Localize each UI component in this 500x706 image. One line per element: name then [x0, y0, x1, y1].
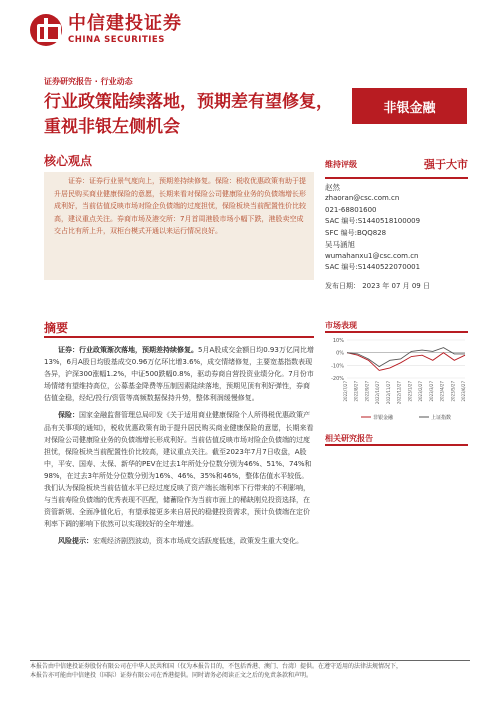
- company-logo: [30, 14, 182, 46]
- rating-divider: [325, 177, 468, 179]
- related-reports-heading: 相关研究报告: [325, 434, 373, 443]
- x-tick-label: 2023/5/27: [450, 381, 456, 402]
- disclaimer-footer: [30, 662, 475, 680]
- key-points-box: [44, 172, 314, 280]
- x-tick-label: 2022/7/27: [343, 381, 348, 402]
- logo-cn-name: 中信建投证券: [68, 13, 182, 34]
- disclaimer-line: 本报告亦可能由中信建投（国际）证券有限公司在香港提供。同时请务必阅读正文之后的免责条款和声明。: [30, 672, 313, 679]
- report-title: 行业政策陆续落地，预期差有望修复，重视非银左侧机会: [44, 92, 333, 137]
- x-tick-label: 2022/8/27: [353, 381, 359, 402]
- x-tick-label: 2023/3/27: [428, 381, 434, 402]
- abstract-heading: 摘要: [44, 321, 69, 335]
- abstract-divider: [44, 336, 314, 338]
- abstract-paragraph: [44, 344, 314, 404]
- analyst-sac: SAC 编号:S1440518100009: [325, 217, 421, 225]
- rating-label: 维持评级: [325, 159, 357, 169]
- footer-divider: [30, 660, 470, 661]
- x-tick-label: 2023/2/27: [418, 381, 424, 402]
- x-tick-label: 2023/4/27: [439, 381, 445, 402]
- series-line: [347, 348, 465, 367]
- analyst-sfc: SFC 编号:BQQ828: [325, 228, 387, 237]
- analyst-email[interactable]: wumahanxu1@csc.com.cn: [325, 251, 419, 260]
- analyst-sac: SAC 编号:S1440522070001: [325, 263, 421, 271]
- x-tick-label: 2022/11/27: [385, 381, 391, 405]
- logo-icon: [30, 14, 62, 46]
- x-tick-label: 2022/9/27: [364, 381, 370, 402]
- abstract-lead: 证券：行业政策渐次落地，预期差持续修复。: [58, 346, 198, 354]
- abstract-text: 5月A股成交金额日均0.93万亿同比增13%，6月A股日均股基成交0.96万亿环比增3.6%，成交情绪修复，主要宽基指数表现各异，沪深300涨幅1.2%，中证500跌幅0.8%，驱动券商自营投资业绩分化。7月份市场情绪有望维持高位，公募基金降费等压制因素陆续落地，预期见顶有利好弹性，券商估值金稳，经纪/投行/资管等高频数据保持升势，整体利润缓慢修复。: [44, 346, 314, 403]
- y-tick-label: 10%: [332, 338, 344, 344]
- analyst-name: 吴马涵旭: [325, 240, 355, 249]
- market-divider: [325, 331, 468, 333]
- x-tick-label: 2022/12/27: [396, 381, 402, 405]
- key-points-heading: 核心观点: [44, 154, 93, 168]
- report-type: 证券研究报告 · 行业动态: [44, 77, 133, 86]
- legend-label: 非银金融: [373, 415, 394, 421]
- abstract-text: 国家金融监督管理总局印发《关于适用商业健康保险个人所得税优惠政策产品有关事项的通知》，税收优惠政策有助于提升居民购买商业健康保险的意愿，长期来看对保险公司健康险业务的负债端增长形成利好。当前估值反映市场对险企负债端的过度担忧，保险板块当前配置性价比较高，建议重点关注。截至2023年7月7日收盘，A股中，平安、国寿、太保、新华的PEV在过去1年所处分位数分别为46%、51%、74%和98%，在过去3年所处分位数分别为16%、46%、35%和46%，整体估值水平较低。我们认为保险板块当前估值水平已经过度反映了资产端长端利率下行带来的不利影响，与当前寿险负债端的优秀表现不匹配，储蓄险作为当前市面上的稀缺刚兑投资选择，在资管新规、全面净值化后，有望承接更多来自居民的稳健投资需求，预计负债端在定价利率下调的影响下依然可以实现较好的全年增速。: [44, 411, 314, 529]
- abstract-paragraph: [44, 409, 314, 530]
- y-tick-label: 0%: [336, 350, 344, 357]
- market-chart: [325, 334, 468, 422]
- market-chart-svg: [325, 334, 468, 422]
- x-tick-label: 2022/10/27: [375, 381, 381, 405]
- analyst-card: [325, 239, 468, 274]
- analyst-card: [325, 182, 468, 240]
- analyst-email[interactable]: zhaoran@csc.com.cn: [325, 194, 400, 202]
- legend-label: 上证指数: [431, 415, 452, 421]
- logo-en-name: CHINA SECURITIES: [68, 35, 165, 45]
- key-points-text: 证券：证券行业景气度向上，预期差持续修复。保险：税收优惠政策有助于提升居民购买商业健康保险的意愿，长期来看对保险公司健康险业务的负债端增长形成利好，当前估值反映市场对险企负债端的过度担忧，保险板块当前配置性价比较高，建议重点关注。券商市场及港交所：7月首周港股市场小幅下跌，港股卖空成交占比有所上升，双柜台模式开通以来运行情况良好。: [54, 177, 306, 236]
- sidebar: [325, 152, 468, 292]
- abstract-lead: 保险：: [58, 411, 79, 420]
- related-divider: [325, 444, 468, 446]
- abstract-paragraph: [44, 535, 314, 547]
- analyst-phone: 021-68801600: [325, 205, 377, 214]
- abstract-lead: 风险提示：: [58, 537, 93, 546]
- y-tick-label: -20%: [331, 376, 344, 382]
- market-performance-heading: 市场表现: [325, 321, 357, 330]
- rating-row: [325, 152, 468, 176]
- publish-date: 发布日期： 2023 年 07 月 09 日: [325, 281, 430, 290]
- y-tick-label: -10%: [331, 363, 344, 370]
- abstract-body: [44, 344, 314, 553]
- analyst-name: 赵然: [325, 182, 340, 192]
- x-tick-label: 2023/6/27: [461, 381, 466, 402]
- abstract-text: 宏观经济剧烈波动，资本市场成交活跃度低迷，政策发生重大变化。: [93, 537, 303, 546]
- x-tick-label: 2023/1/27: [407, 381, 413, 402]
- sector-banner: 非银金融: [352, 88, 467, 124]
- rating-value: 强于大市: [424, 158, 468, 171]
- disclaimer-line: 本报告由中信建投证券股份有限公司在中华人民共和国（仅为本报告目的，不包括香港、澳门、台湾）提供。在遵守适用的法律法规情况下，: [30, 663, 403, 670]
